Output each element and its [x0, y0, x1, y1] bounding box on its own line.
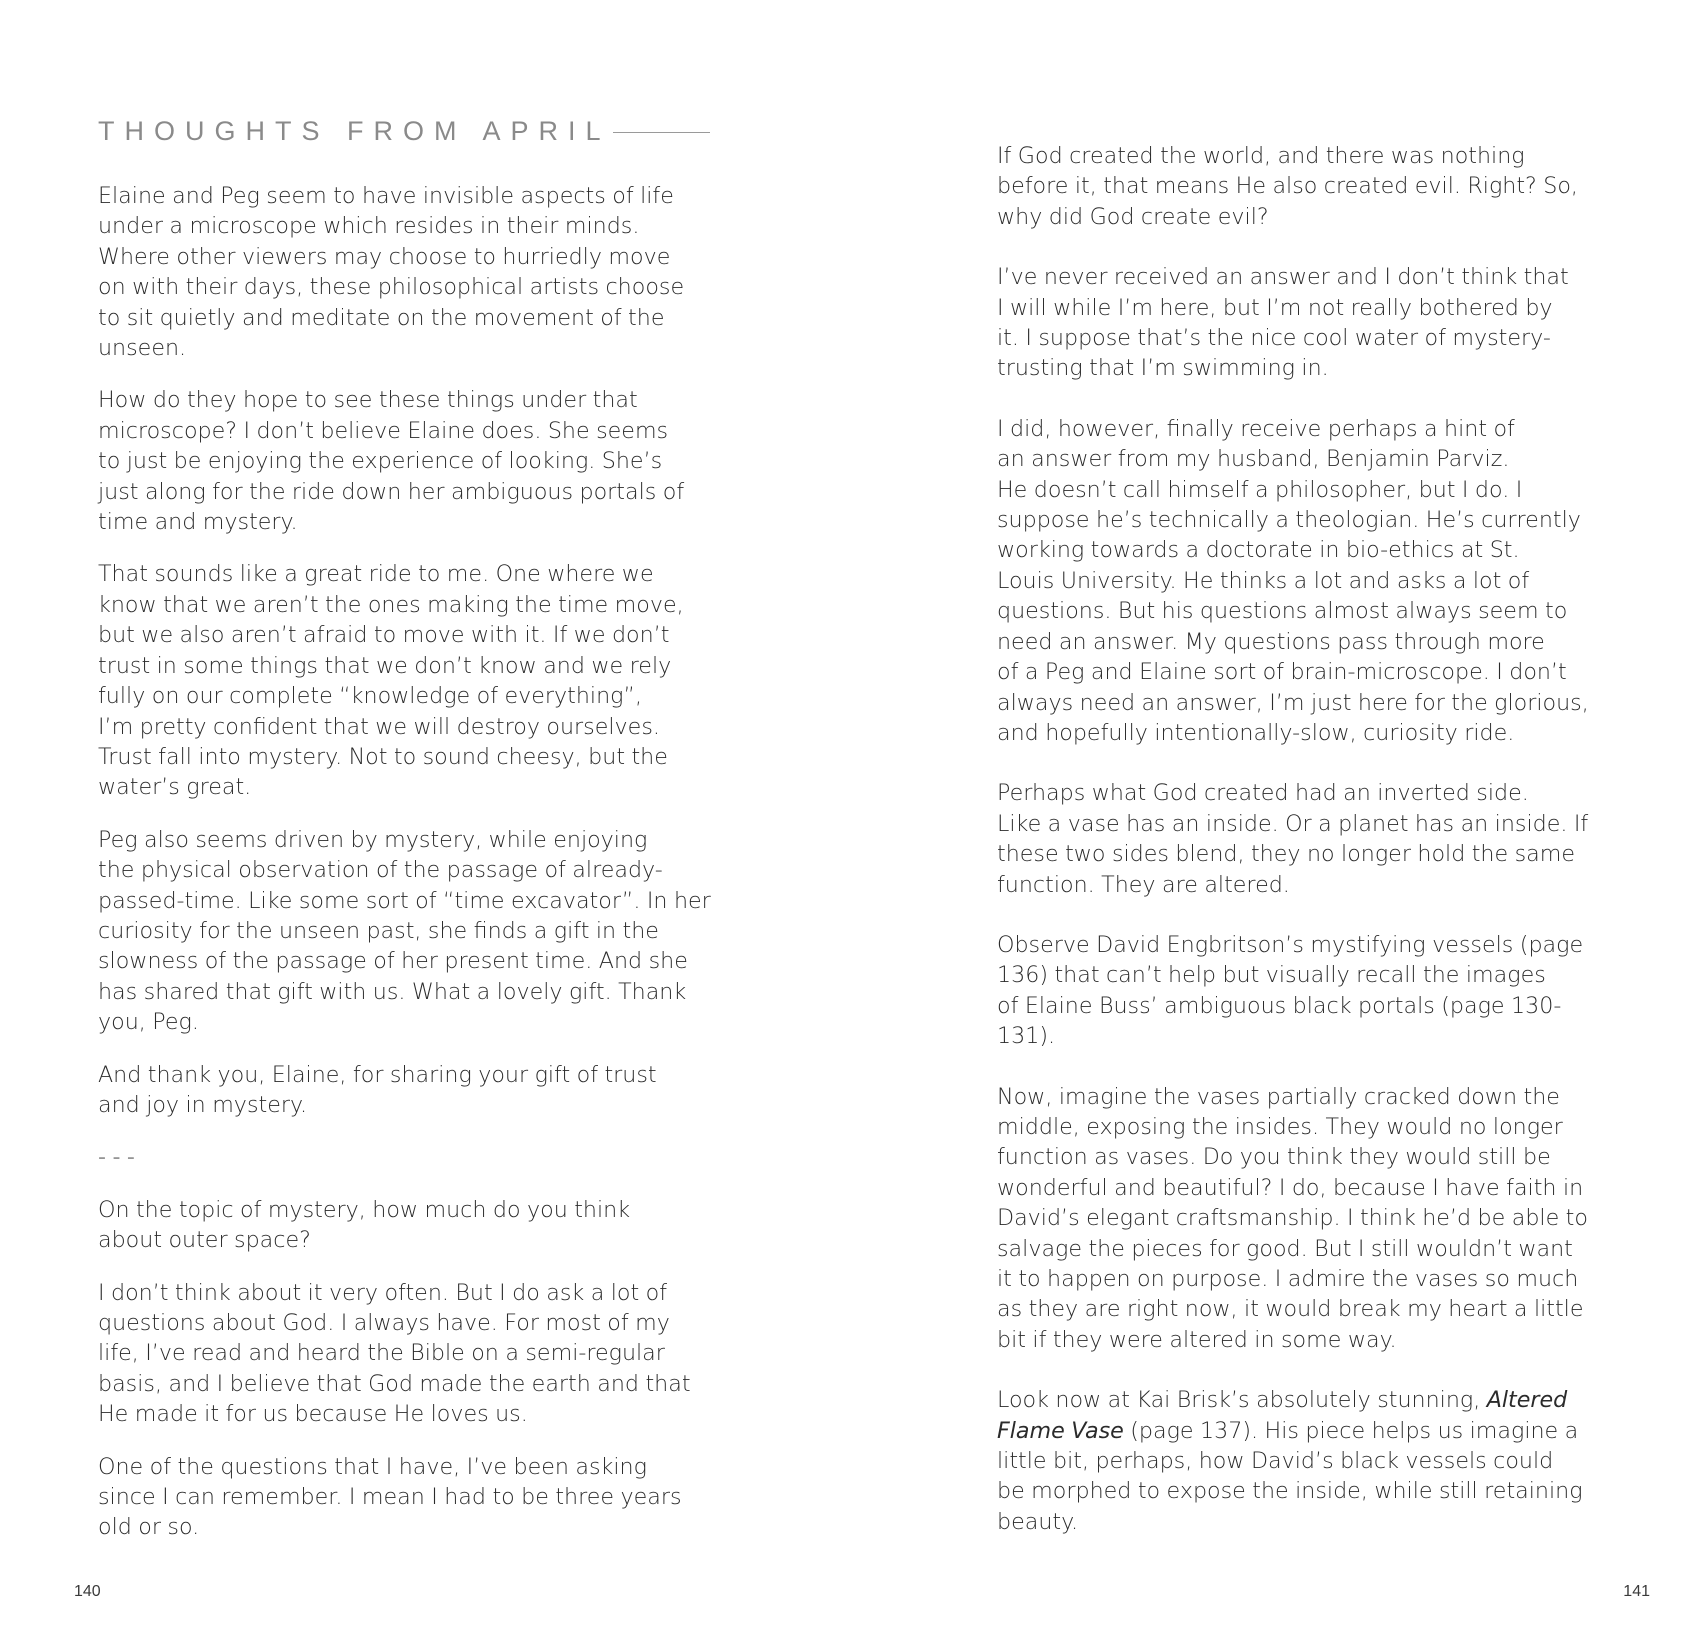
paragraph: That sounds like a great ride to me. One where we know that we aren’t the ones making the time move, but we also aren’t afraid to move with it. If we don’t trust in some things that we don’t know and we rely fully on our complete “knowledge of everything”, I’m pretty confident that we will destroy ourselves. Trust fall into mystery. Not to sound cheesy, but the water’s great.: [98, 561, 684, 801]
section-title: THOUGHTS FROM APRIL: [98, 116, 611, 146]
paragraph: On the topic of mystery, how much do you think about outer space?: [98, 1196, 631, 1254]
paragraph: I did, however, finally receive perhaps a hint of an answer from my husband, Benjamin Parviz. He doesn’t call himself a philosopher, but I do. I suppose he’s technically a theologian. He’s currently working towards a doctorate in bio-ethics at St. Louis University. He thinks a lot and asks a lot of questions. But his questions almost always seem to need an answer. My questions pass through more of a Peg and Elaine sort of brain-microscope. I don’t always need an answer, I’m just here for the glorious, and hopefully intentionally-slow, curiosity ride.: [997, 415, 1589, 746]
paragraph: I’ve never received an answer and I don’t think that I will while I’m here, but I’m not really bothered by it. I suppose that’s the nice cool water of mystery- trusting that I’m swimming in.: [997, 264, 1569, 382]
paragraph: How do they hope to see these things under that microscope? I don’t believe Elaine does. She seems to just be enjoying the experience of looking. She’s just along for the ride down her ambiguous portals of time and mystery.: [98, 387, 685, 536]
paragraph-text: Look now at Kai Brisk’s absolutely stunning,: [997, 1387, 1487, 1414]
artwork-title: Altered Flame Vase: [997, 1387, 1568, 1444]
paragraph: Now, imagine the vases partially cracked down the middle, exposing the insides. They would no longer function as vases. Do you think they would still be wonderful and beautiful? I do, because I have faith in David’s elegant craftsmanship. I think he’d be able to salvage the pieces for good. But I still wouldn’t want it to happen on purpose. I admire the vases so much as they are right now, it would break my heart a little bit if they were altered in some way.: [997, 1083, 1588, 1353]
page-number-left: 140: [74, 1583, 101, 1600]
paragraph: Perhaps what God created had an inverted side. Like a vase has an inside. Or a planet has an inside. If these two sides blend, they no longer hold the same function. They are altered.: [997, 780, 1589, 898]
right-page: [850, 0, 1700, 1650]
right-column-text: [997, 141, 1635, 1567]
paragraph: Observe David Engbritson’s mystifying vessels (page 136) that can’t help but visually recall the images of Elaine Buss’ ambiguous black portals (page 130- 131).: [997, 931, 1584, 1050]
paragraph-with-artwork-title: [997, 1385, 1635, 1537]
section-header: [98, 116, 710, 147]
paragraph: Peg also seems driven by mystery, while enjoying the physical observation of the passage of already- passed-time. Like some sort of “time excavator”. In her curiosity for the unseen past, she finds a gift in the slowness of the passage of her present time. And she has shared that gift with us. What a lovely gift. Thank you, Peg.: [98, 826, 711, 1036]
section-separator: - - -: [98, 1144, 135, 1171]
section-rule: [613, 132, 710, 133]
page-number-right: 141: [1623, 1583, 1650, 1600]
paragraph: Elaine and Peg seem to have invisible aspects of life under a microscope which resides in their minds. Where other viewers may choose to hurriedly move on with their days, these philosophical artists choose to sit quietly and meditate on the movement of the unseen.: [98, 183, 685, 362]
paragraph: One of the questions that I have, I’ve been asking since I can remember. I mean I had to be three years old or so.: [98, 1453, 682, 1541]
paragraph-text: (page 137). His piece helps us imagine a little bit, perhaps, how David’s black vessels could be morphed to expose the inside, while still retaining beauty.: [997, 1417, 1583, 1535]
paragraph: And thank you, Elaine, for sharing your gift of trust and joy in mystery.: [98, 1061, 657, 1118]
paragraph: I don’t think about it very often. But I do ask a lot of questions about God. I always have. For most of my life, I’ve read and heard the Bible on a semi-regular basis, and I believe that God made the earth and that He made it for us because He loves us.: [98, 1279, 691, 1428]
left-column-text: [98, 181, 720, 1565]
paragraph: If God created the world, and there was nothing before it, that means He also created evil. Right? So, why did God create evil?: [997, 143, 1578, 230]
